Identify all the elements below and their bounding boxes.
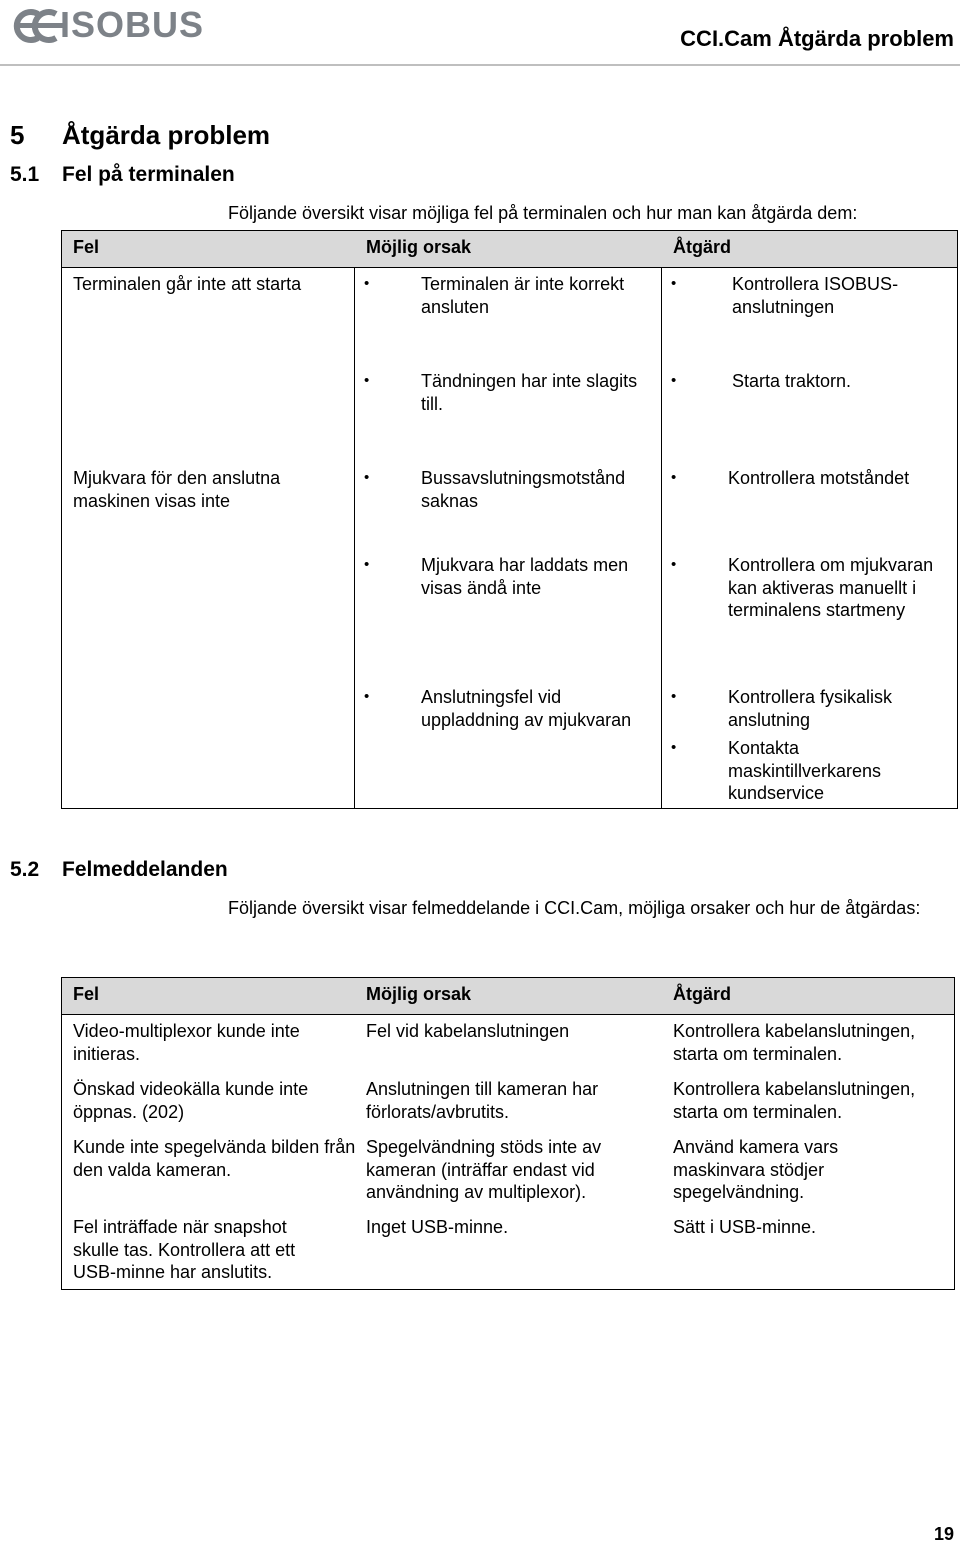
table-cell-orsak: Bussavslutningsmotstånd saknas: [421, 468, 626, 511]
section-intro: Följande översikt visar möjliga fel på terminalen och hur man kan åtgärda dem:: [228, 203, 858, 223]
page-number: 19: [933, 1524, 954, 1544]
list-bullet: •: [671, 556, 677, 573]
table-cell-fel: Önskad videokälla kunde inte öppnas. (202): [73, 1079, 309, 1122]
table-cell-orsak: Spegelvändning stöds inte av kameran (inträffar endast vid användning av multiplexor).: [366, 1137, 602, 1202]
column-header-orsak: Möjlig orsak: [366, 984, 472, 1004]
table-cell-orsak: Inget USB-minne.: [366, 1217, 509, 1237]
column-header-fel: Fel: [73, 984, 100, 1004]
section-title: Fel på terminalen: [62, 163, 235, 186]
table-cell-orsak: Fel vid kabelanslutningen: [366, 1021, 570, 1041]
table-cell-orsak: Anslutningsfel vid uppladdning av mjukvaran: [421, 687, 632, 730]
header-divider: [0, 64, 960, 66]
section-number: 5: [10, 120, 25, 150]
table-cell-fel: Fel inträffade när snapshot skulle tas. Kontrollera att ett USB-minne har anslutits.: [73, 1217, 296, 1282]
column-header-atgard: Åtgärd: [673, 984, 731, 1004]
table-cell-atgard: Kontakta maskintillverkarens kundservice: [728, 738, 882, 803]
table-cell-atgard: Sätt i USB-minne.: [673, 1217, 817, 1237]
list-bullet: •: [364, 556, 370, 573]
table-cell-fel: Video-multiplexor kunde inte initieras.: [73, 1021, 300, 1064]
table-cell-orsak: Terminalen är inte korrekt ansluten: [421, 274, 625, 317]
list-bullet: •: [671, 739, 677, 756]
list-bullet: •: [364, 688, 370, 705]
page-header-title: CCI.Cam Åtgärda problem: [680, 26, 954, 51]
table-header-row: [62, 231, 957, 268]
column-header-atgard: Åtgärd: [673, 237, 731, 257]
list-bullet: •: [671, 372, 677, 389]
table-cell-orsak: Mjukvara har laddats men visas ändå inte: [421, 555, 629, 598]
table-cell-atgard: Kontrollera kabelanslutningen, starta om terminalen.: [673, 1079, 916, 1122]
table-cell-atgard: Använd kamera vars maskinvara stödjer spegelvändning.: [673, 1137, 839, 1202]
table-cell-atgard: Kontrollera motståndet: [728, 468, 910, 488]
column-header-fel: Fel: [73, 237, 100, 257]
section-title: Åtgärda problem: [62, 120, 271, 150]
list-bullet: •: [364, 372, 370, 389]
list-bullet: •: [364, 469, 370, 486]
logo-wordmark: ISOBUS: [60, 4, 205, 45]
table-header-row: [62, 978, 954, 1015]
table-cell-fel: Kunde inte spegelvända bilden från den valda kameran.: [73, 1137, 356, 1180]
section-heading-5-1: [10, 163, 235, 187]
column-header-orsak: Möjlig orsak: [366, 237, 472, 257]
section-intro: Följande översikt visar felmeddelande i CCI.Cam, möjliga orsaker och hur de åtgärdas:: [228, 898, 921, 918]
table-cell-atgard: Kontrollera kabelanslutningen, starta om terminalen.: [673, 1021, 916, 1064]
column-divider: [661, 267, 662, 808]
list-bullet: •: [364, 275, 370, 292]
table-cell-atgard: Starta traktorn.: [732, 371, 852, 391]
section-heading-5-2: [10, 858, 228, 882]
table-cell-atgard: Kontrollera om mjukvaran kan aktiveras manuellt i terminalens startmeny: [728, 555, 934, 620]
table-cell-fel: Terminalen går inte att starta: [73, 274, 302, 294]
section-number: 5.2: [10, 858, 40, 881]
list-bullet: •: [671, 688, 677, 705]
column-divider: [354, 267, 355, 808]
terminal-errors-table: [61, 230, 958, 809]
table-cell-orsak: Anslutningen till kameran har förlorats/avbrutits.: [366, 1079, 599, 1122]
table-cell-fel: Mjukvara för den anslutna maskinen visas inte: [73, 468, 281, 511]
list-bullet: •: [671, 469, 677, 486]
section-title: Felmeddelanden: [62, 858, 228, 881]
table-cell-orsak: Tändningen har inte slagits till.: [421, 371, 638, 414]
list-bullet: •: [671, 275, 677, 292]
table-cell-atgard: Kontrollera fysikalisk anslutning: [728, 687, 893, 730]
table-cell-atgard: Kontrollera ISOBUS-anslutningen: [732, 274, 899, 317]
section-number: 5.1: [10, 163, 40, 186]
section-heading-5: [10, 120, 270, 151]
error-messages-table: [61, 977, 955, 1290]
